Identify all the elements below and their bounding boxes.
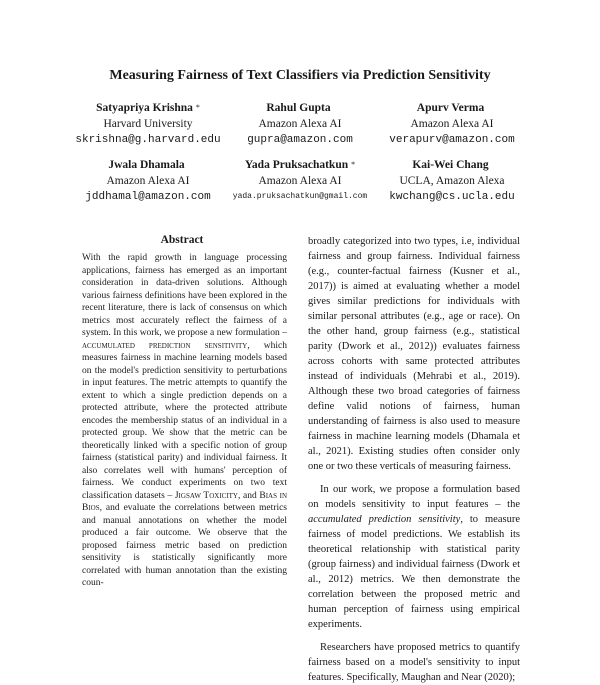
body-paragraph: broadly categorized into two types, i.e, individual fairness and group fairness. Individual fairness (e.g., counter-factual fairness (Kusner et al., 2017)) is aimed at evaluating whether a model gives similar predictions for individuals with similar personal attributes (e.g., age or race). On the other hand, group fairness (e.g., statistical parity (Dwork et al., 2012)) evaluates fairness across cohorts with same protected attributes instead of individuals (Mehrabi et al., 2019). Although these two broad categories of fairness define valid notions of fairness, human understanding of fairness is also used to measure fairness in machine learning models (Dhamala et al., 2021). Existing studies often consider only one or two these verticals of measuring fairness. bbox=[308, 236, 520, 472]
author-name: Rahul Gupta bbox=[266, 102, 331, 114]
author-name: Jwala Dhamala bbox=[108, 159, 185, 171]
abstract-body bbox=[82, 252, 287, 590]
abstract-text: , and bbox=[237, 490, 257, 501]
author-email: verapurv@amazon.com bbox=[389, 134, 515, 146]
author-block bbox=[352, 100, 552, 148]
abstract-term: Bias in Bios bbox=[82, 490, 287, 513]
author-affiliation: Harvard University bbox=[103, 118, 193, 130]
author-affiliation: Amazon Alexa AI bbox=[258, 175, 342, 187]
abstract-term: accumulated prediction sensitivity bbox=[82, 340, 248, 351]
author-name: Kai-Wei Chang bbox=[412, 159, 489, 171]
paper-title: Measuring Fairness of Text Classifiers via Prediction Sensitivity bbox=[109, 68, 491, 83]
author-name: Satyapriya Krishna * bbox=[96, 102, 200, 114]
author-affiliation: Amazon Alexa AI bbox=[410, 118, 494, 130]
author-name: Apurv Verma bbox=[416, 102, 485, 114]
body-paragraph: Researchers have proposed metrics to quantify fairness based on a model's sensitivity to input features. Specifically, Maughan and Near (2020); bbox=[308, 642, 520, 683]
author-email: jddhamal@amazon.com bbox=[85, 191, 211, 203]
author-mark: * bbox=[351, 160, 356, 169]
author-email: yada.pruksachatkun@gmail.com bbox=[232, 192, 368, 201]
abstract-text: With the rapid growth in language processing applications, fairness has emerged as an important consideration in data-driven solutions. Although various fairness definitions have been explored in the recent literature, there is lack of consensus on which metrics most accurately reflect the fairness of a system. In this work, we propose a new formulation – bbox=[82, 253, 287, 338]
body-paragraph bbox=[308, 482, 520, 632]
author-name: Yada Pruksachatkun * bbox=[244, 159, 356, 171]
body-text: , to measure fairness of model predictions. We establish its theoretical relationship with statistical parity (group fairness) and individual fairness (Dwork et al., 2012) metrics. We then demonstrate the correlation between the proposed metric and human perception of fairness using empirical experiments. bbox=[308, 514, 520, 630]
abstract-text: , and evaluate the correlations between metrics and manual annotations on whether the model produced a fair outcome. We observe that the proposed fairness metric based on prediction sensitivity is statistically significantly more correlated with human annotation than the existing coun- bbox=[82, 503, 287, 588]
author-block bbox=[352, 157, 552, 205]
body-emphasis: accumulated prediction sensitivity bbox=[308, 514, 461, 525]
author-affiliation: Amazon Alexa AI bbox=[258, 118, 342, 130]
body-column-right bbox=[308, 234, 520, 685]
author-email: kwchang@cs.ucla.edu bbox=[389, 191, 515, 203]
author-mark: * bbox=[195, 103, 200, 112]
author-affiliation: Amazon Alexa AI bbox=[106, 175, 190, 187]
author-affiliation: UCLA, Amazon Alexa bbox=[399, 175, 505, 187]
body-text: In our work, we propose a formulation based on models sensitivity to input features – the bbox=[308, 484, 520, 510]
abstract-text: , which measures fairness in machine learning models based on the model's prediction sensitivity to perturbations in input features. The metric attempts to quantify the extent to which a single prediction depends on a protected attribute, where the protected attribute encodes the membership status of an individual in a protected group. We show that the metric can be theoretically linked with a specific notion of group fairness (statistical parity) and individual fairness. It also correlates well with humans' perception of fairness. We conduct experiments on two text classification datasets – bbox=[82, 340, 287, 501]
abstract-heading: Abstract bbox=[160, 234, 204, 246]
author-email: skrishna@g.harvard.edu bbox=[75, 134, 221, 146]
abstract-term: Jigsaw Toxicity bbox=[174, 490, 238, 501]
author-email: gupra@amazon.com bbox=[247, 134, 353, 146]
